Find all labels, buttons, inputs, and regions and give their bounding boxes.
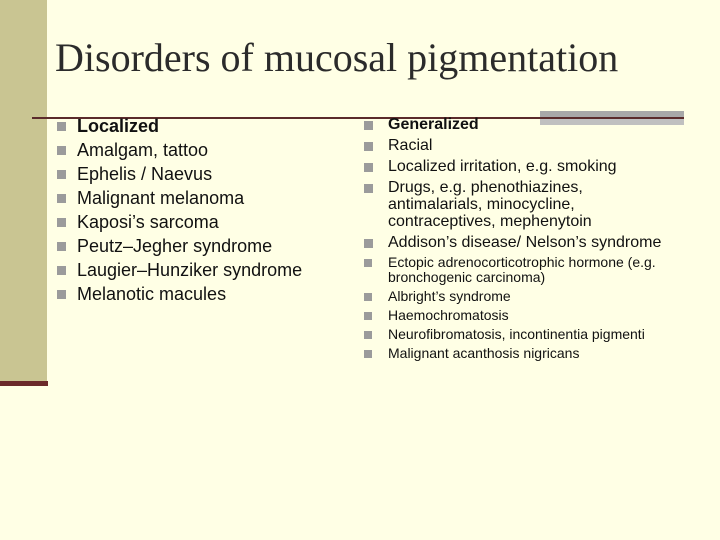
list-item-text: Localized irritation, e.g. smoking xyxy=(388,158,617,175)
list-item xyxy=(57,235,347,259)
square-bullet-icon xyxy=(364,163,373,172)
list-item xyxy=(57,187,347,211)
square-bullet-icon xyxy=(364,259,372,267)
list-item xyxy=(364,116,664,133)
square-bullet-icon xyxy=(57,266,66,275)
list-item xyxy=(57,163,347,187)
square-bullet-icon xyxy=(57,290,66,299)
list-item-text: Albright’s syndrome xyxy=(388,288,511,304)
list-item xyxy=(364,137,664,154)
square-bullet-icon xyxy=(57,170,66,179)
list-item-text: Addison’s disease/ Nelson’s syndrome xyxy=(388,234,662,251)
square-bullet-icon xyxy=(364,121,373,130)
list-item xyxy=(57,115,347,139)
left-decorative-bar xyxy=(0,0,47,384)
list-item xyxy=(364,255,664,285)
list-item-text: Melanotic macules xyxy=(77,284,227,304)
list-item-text: Neurofibromatosis, incontinentia pigmenti xyxy=(388,326,645,342)
generalized-list xyxy=(364,116,664,365)
list-item-text: Kaposi’s sarcoma xyxy=(77,212,219,232)
square-bullet-icon xyxy=(364,184,373,193)
square-bullet-icon xyxy=(57,146,66,155)
square-bullet-icon xyxy=(364,312,372,320)
list-item xyxy=(364,234,664,251)
square-bullet-icon xyxy=(364,239,373,248)
list-item-text: Drugs, e.g. phenothiazines, antimalarials, minocycline, contraceptives, mephenytoin xyxy=(388,179,592,230)
square-bullet-icon xyxy=(57,194,66,203)
list-item-text: Laugier–Hunziker syndrome xyxy=(77,260,303,280)
list-item-text: Malignant acanthosis nigricans xyxy=(388,345,580,361)
list-heading-generalized: Generalized xyxy=(388,116,479,133)
list-item xyxy=(364,289,664,304)
list-item-text: Racial xyxy=(388,137,433,154)
square-bullet-icon xyxy=(57,242,66,251)
list-item-text: Peutz–Jegher syndrome xyxy=(77,236,273,256)
list-item-text: Malignant melanoma xyxy=(77,188,245,208)
list-item xyxy=(364,346,664,361)
list-item xyxy=(57,259,347,283)
left-bar-edge xyxy=(0,381,48,386)
square-bullet-icon xyxy=(364,350,372,358)
list-item xyxy=(364,308,664,323)
localized-list xyxy=(57,115,347,307)
list-item xyxy=(364,158,664,175)
slide-title: Disorders of mucosal pigmentation xyxy=(55,35,619,80)
square-bullet-icon xyxy=(364,331,372,339)
list-heading-localized: Localized xyxy=(77,116,160,136)
list-item-text: Amalgam, tattoo xyxy=(77,140,209,160)
list-item xyxy=(57,283,347,307)
square-bullet-icon xyxy=(57,218,66,227)
list-item xyxy=(364,327,664,342)
square-bullet-icon xyxy=(364,142,373,151)
square-bullet-icon xyxy=(364,293,372,301)
list-item xyxy=(364,179,664,230)
list-item-text: Ephelis / Naevus xyxy=(77,164,213,184)
list-item-text: Ectopic adrenocorticotrophic hormone (e.g. bronchogenic carcinoma) xyxy=(388,254,656,285)
square-bullet-icon xyxy=(57,122,66,131)
list-item xyxy=(57,211,347,235)
list-item-text: Haemochromatosis xyxy=(388,307,509,323)
list-item xyxy=(57,139,347,163)
